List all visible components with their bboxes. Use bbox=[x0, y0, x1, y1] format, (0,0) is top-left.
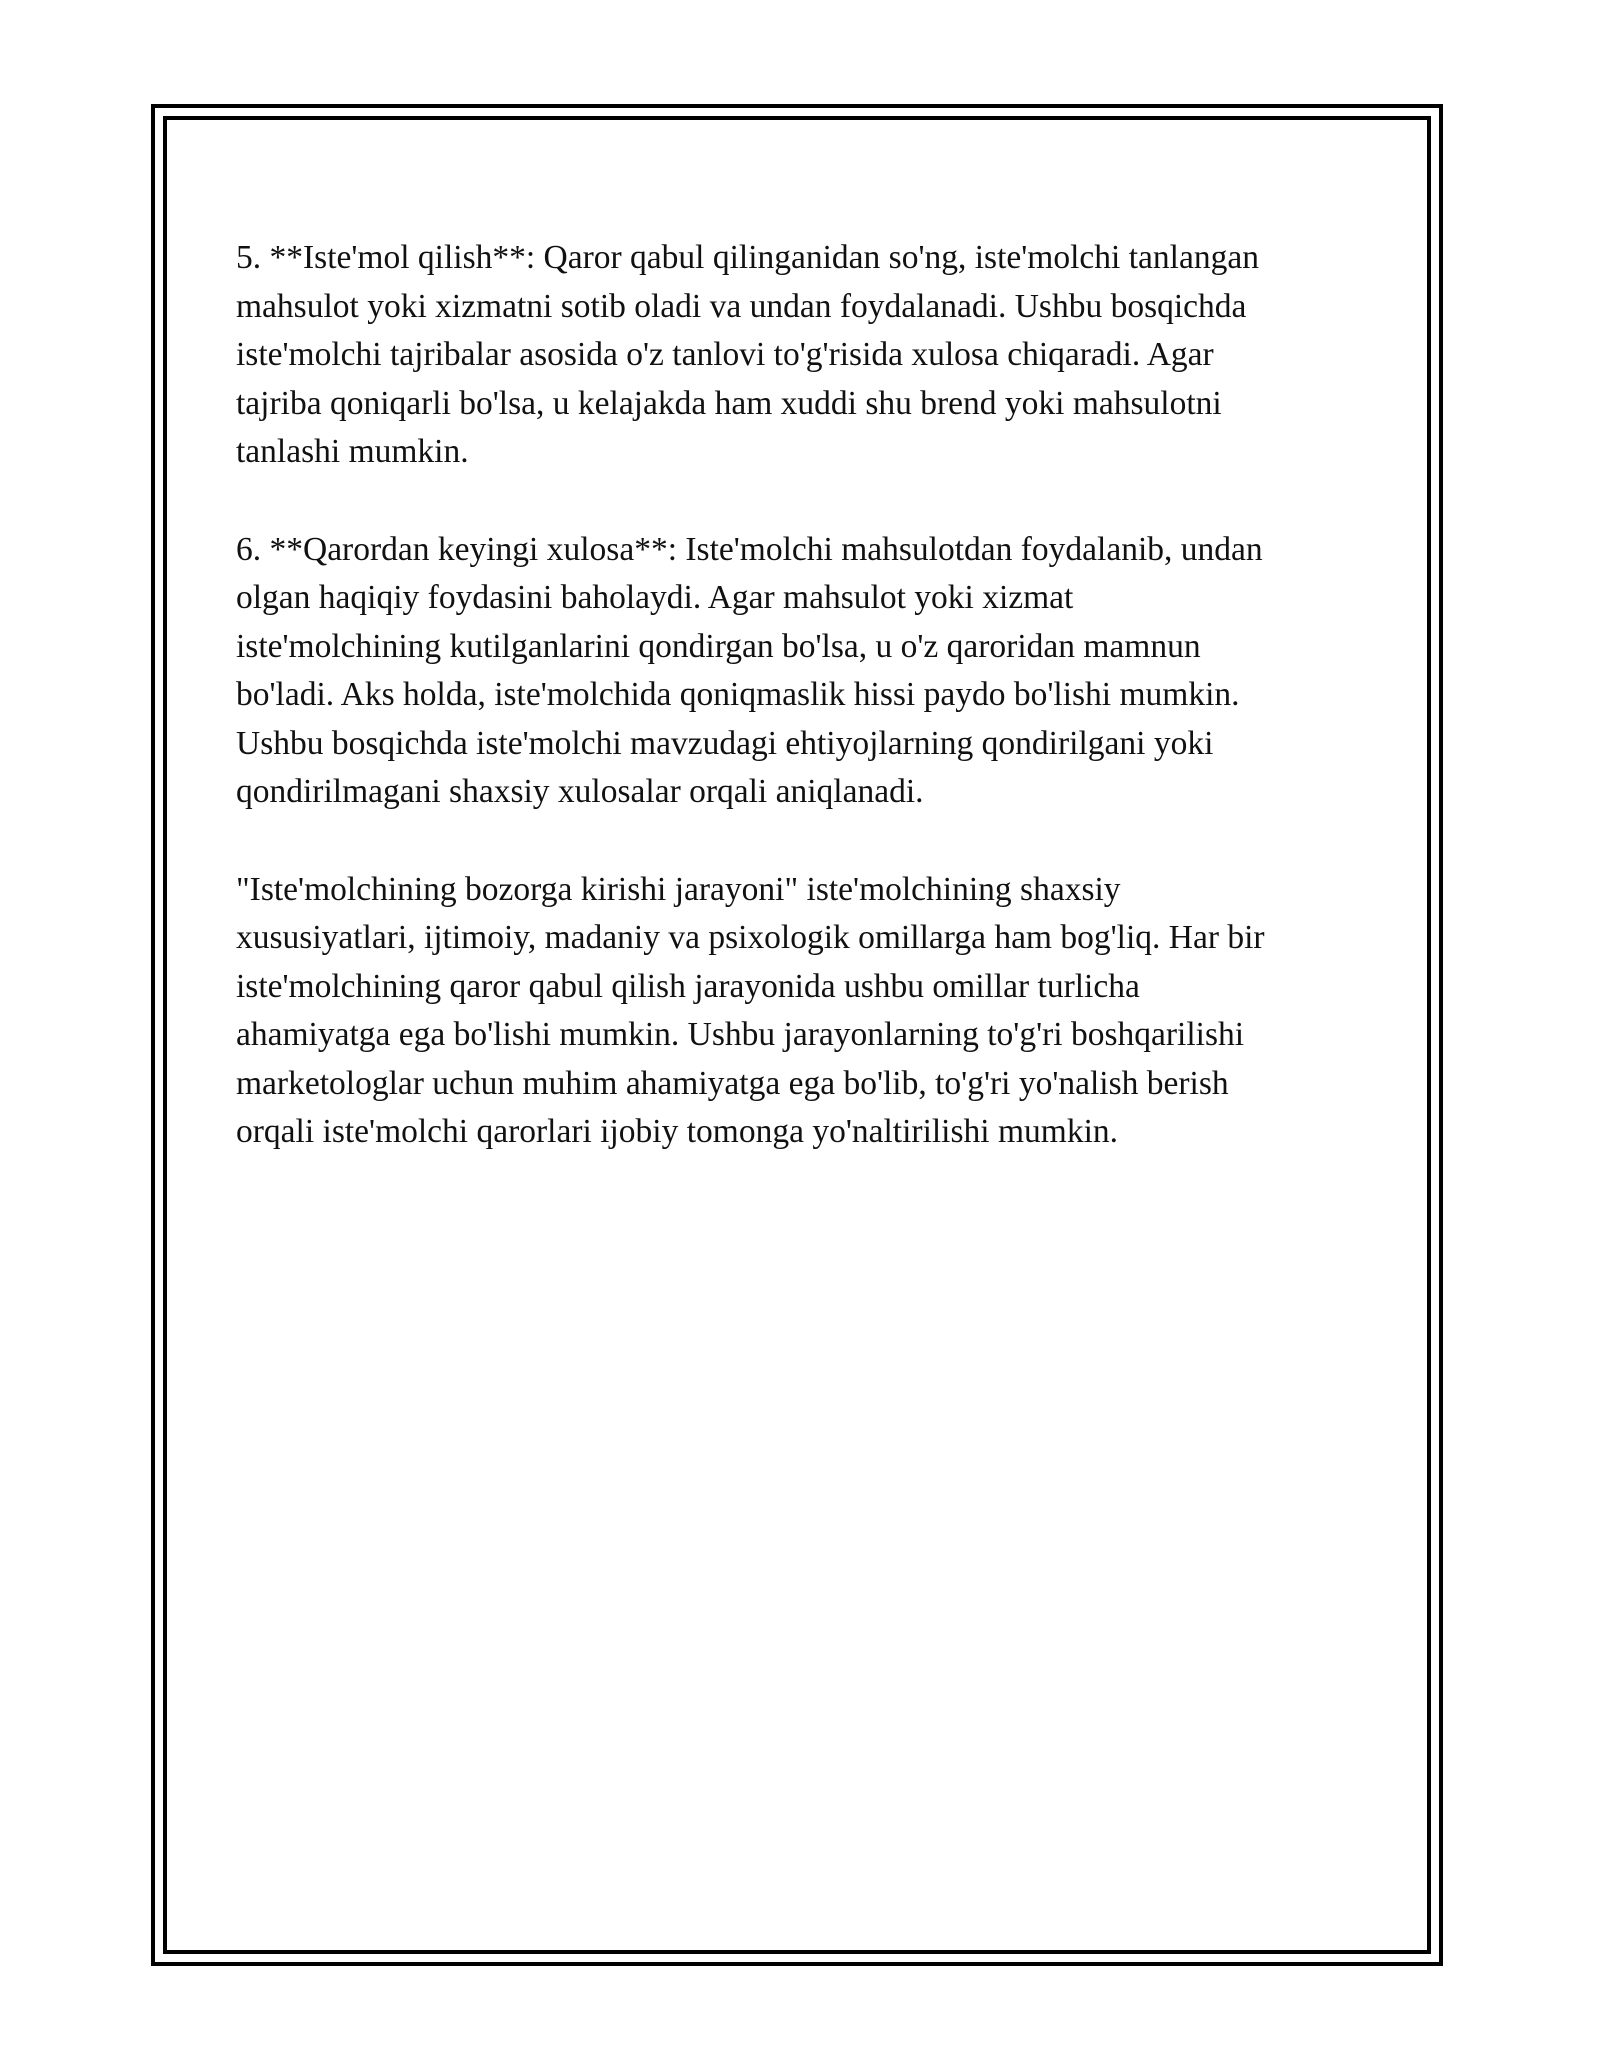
text-line: iste'molchining qaror qabul qilish jarayonida ushbu omillar turlicha bbox=[236, 967, 1140, 1005]
text-line: iste'molchining kutilganlarini qondirgan bo'lsa, u o'z qaroridan mamnun bbox=[236, 627, 1201, 665]
text-line: ahamiyatga ega bo'lishi mumkin. Ushbu jarayonlarning to'g'ri boshqarilishi bbox=[236, 1016, 1245, 1053]
text-line: mahsulot yoki xizmatni sotib oladi va undan foydalanadi. Ushbu bosqichda bbox=[236, 287, 1247, 325]
text-line: xususiyatlari, ijtimoiy, madaniy va psixologik omillarga ham bog'liq. Har bir bbox=[236, 919, 1265, 956]
text-line: marketologlar uchun muhim ahamiyatga ega bo'lib, to'g'ri yo'nalish berish bbox=[236, 1064, 1229, 1102]
text-line: 5. **Iste'mol qilish**: Qaror qabul qilinganidan so'ng, iste'molchi tanlangan bbox=[236, 239, 1259, 276]
text-line: bo'ladi. Aks holda, iste'molchida qoniqmaslik hissi paydo bo'lishi mumkin. bbox=[236, 676, 1240, 713]
document-body bbox=[236, 234, 1376, 1206]
text-line: olgan haqiqiy foydasini baholaydi. Agar mahsulot yoki xizmat bbox=[236, 579, 1074, 616]
paragraph-consumption-stage bbox=[236, 234, 1376, 477]
paragraph-conclusion bbox=[236, 866, 1376, 1157]
text-line: orqali iste'molchi qarorlari ijobiy tomonga yo'naltirilishi mumkin. bbox=[236, 1113, 1119, 1150]
text-line: qondirilmagani shaxsiy xulosalar orqali aniqlanadi. bbox=[236, 773, 924, 810]
text-line: iste'molchi tajribalar asosida o'z tanlovi to'g'risida xulosa chiqaradi. Agar bbox=[236, 336, 1214, 373]
text-line: "Iste'molchining bozorga kirishi jarayoni" iste'molchining shaxsiy bbox=[236, 870, 1121, 908]
text-line: tanlashi mumkin. bbox=[236, 433, 469, 470]
text-line: 6. **Qarordan keyingi xulosa**: Iste'molchi mahsulotdan foydalanib, undan bbox=[236, 530, 1263, 568]
text-line: tajriba qoniqarli bo'lsa, u kelajakda ham xuddi shu brend yoki mahsulotni bbox=[236, 384, 1222, 422]
paragraph-post-decision-stage bbox=[236, 526, 1376, 817]
text-line: Ushbu bosqichda iste'molchi mavzudagi ehtiyojlarning qondirilgani yoki bbox=[236, 724, 1214, 762]
